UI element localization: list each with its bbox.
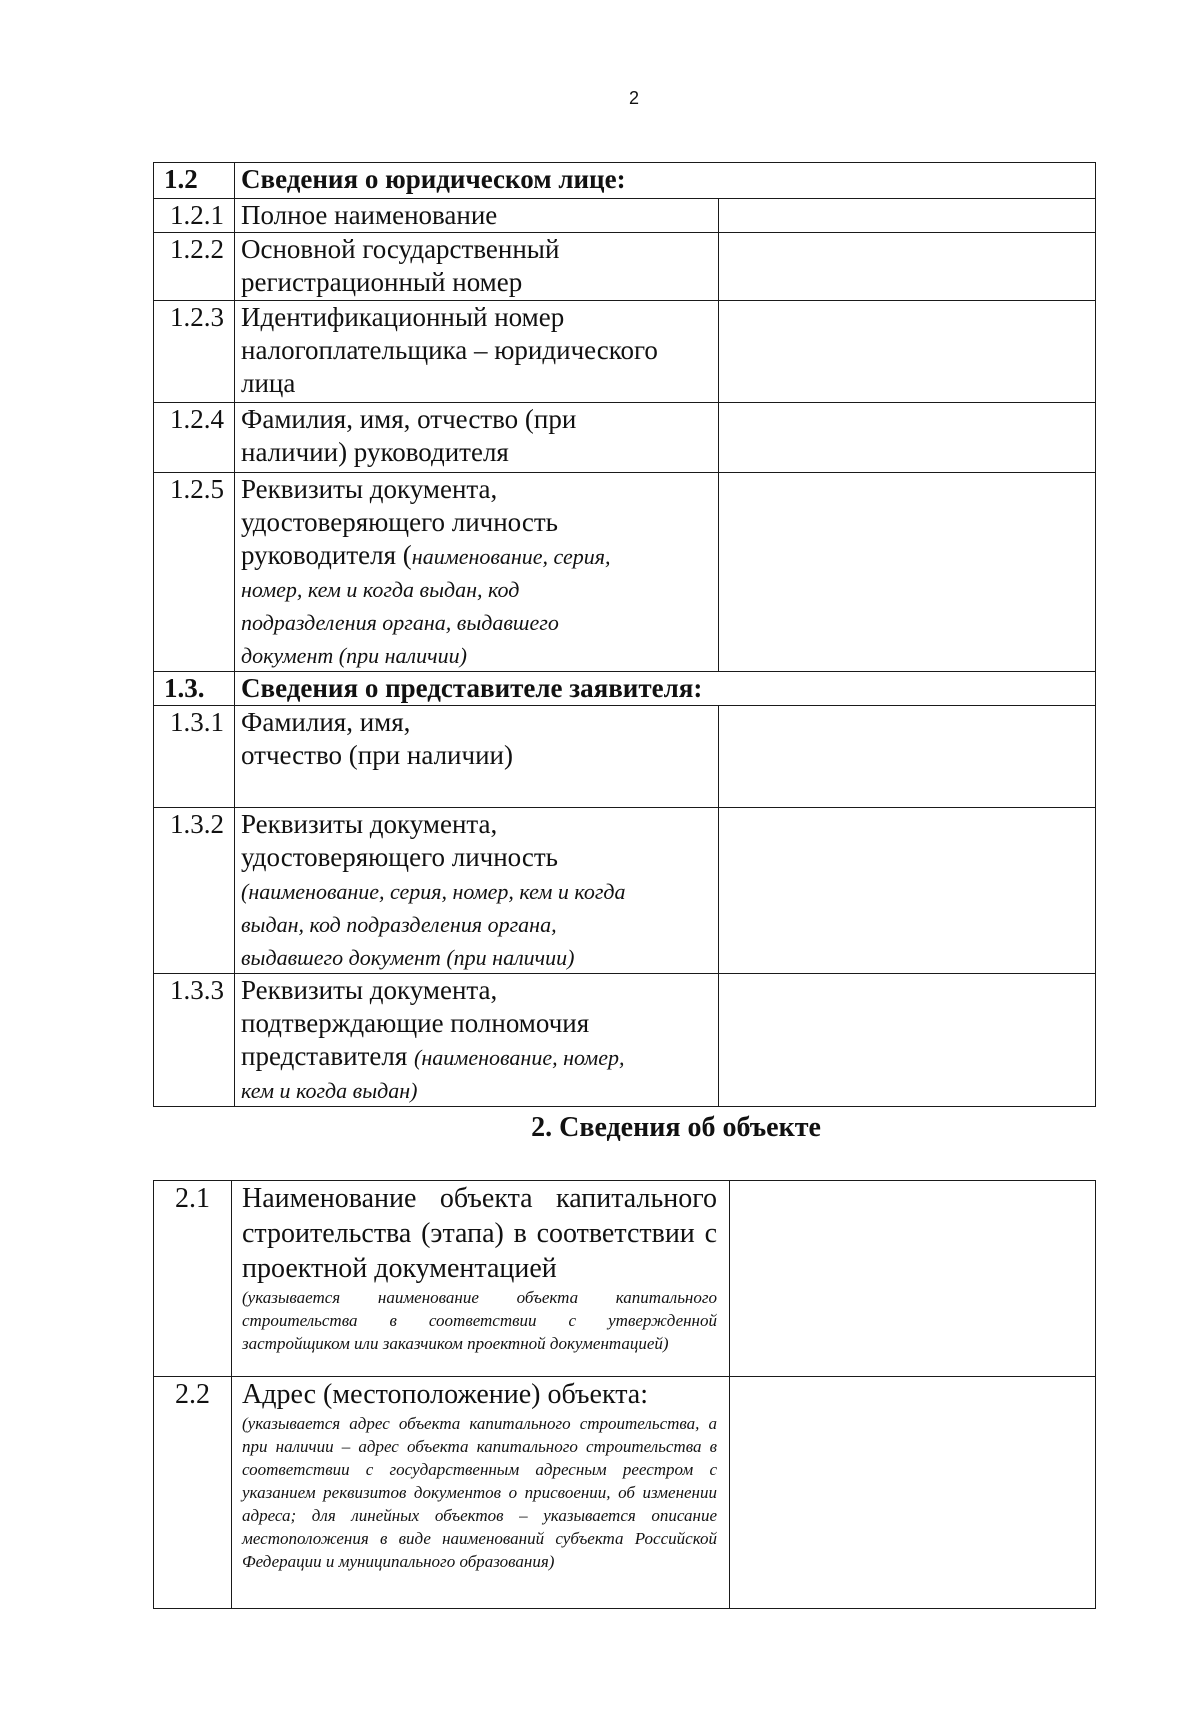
- row-label: Полное наименование: [235, 199, 719, 233]
- page-number: 2: [628, 88, 639, 108]
- table-row: [154, 808, 1096, 974]
- row-number: 2.2: [154, 1377, 232, 1609]
- row-number: 1.3.2: [154, 808, 235, 974]
- table-row: [154, 974, 1096, 1107]
- table-row: [154, 199, 1096, 233]
- row-number: 1.2.4: [154, 403, 235, 473]
- section-title: Сведения о представителе заявителя:: [235, 672, 1096, 706]
- row-label: Реквизиты документа, удостоверяющего личность (наименование, серия, номер, кем и когда выдан, код подразделения органа, выдавшего документ (при наличии): [235, 808, 719, 974]
- table-row: [154, 473, 1096, 672]
- value-cell[interactable]: [719, 403, 1096, 473]
- object-info-table: [153, 1180, 1096, 1609]
- table-row: [154, 233, 1096, 301]
- value-cell[interactable]: [730, 1181, 1096, 1377]
- row-number: 2.1: [154, 1181, 232, 1377]
- value-cell[interactable]: [719, 974, 1096, 1107]
- row-number: 1.2.3: [154, 301, 235, 403]
- row-label: Фамилия, имя, отчество (при наличии) руководителя: [235, 403, 719, 473]
- applicant-info-table: [153, 162, 1096, 1107]
- row-number: 1.2.2: [154, 233, 235, 301]
- section-number: 1.3.: [154, 672, 235, 706]
- row-label: Реквизиты документа, подтверждающие полномочия представителя (наименование, номер, кем и когда выдан): [235, 974, 719, 1107]
- row-number: 1.2.1: [154, 199, 235, 233]
- section-header-row: [154, 163, 1096, 199]
- row-label: Фамилия, имя, отчество (при наличии): [235, 706, 719, 808]
- value-cell[interactable]: [719, 808, 1096, 974]
- row-note: (указывается адрес объекта капитального строительства, а при наличии – адрес объекта капитального строительства в соответствии с государственным адресным реестром с указанием реквизитов документов о присвоении, об изменении адреса; для линейных объектов – указывается описание местоположения в виде наименований субъекта Российской Федерации и муниципального образования): [242, 1414, 717, 1571]
- row-text: Наименование объекта капитального строительства (этапа) в соответствии с проектной документацией: [242, 1183, 717, 1284]
- value-cell[interactable]: [719, 199, 1096, 233]
- table-row: [154, 706, 1096, 808]
- table-row: [154, 301, 1096, 403]
- section-2-title: 2. Сведения об объекте: [531, 1112, 821, 1143]
- value-cell[interactable]: [719, 473, 1096, 672]
- row-number: 1.3.1: [154, 706, 235, 808]
- row-label: Идентификационный номер налогоплательщика – юридического лица: [235, 301, 719, 403]
- row-text: Адрес (местоположение) объекта:: [242, 1379, 648, 1410]
- value-cell[interactable]: [719, 301, 1096, 403]
- section-title: Сведения о юридическом лице:: [235, 163, 1096, 199]
- table-row: [154, 403, 1096, 473]
- section-number: 1.2: [154, 163, 235, 199]
- row-label: [232, 1377, 730, 1609]
- row-number: 1.2.5: [154, 473, 235, 672]
- section-header-row: [154, 672, 1096, 706]
- row-note: (указывается наименование объекта капитального строительства в соответствии с утвержденной застройщиком или заказчиком проектной документацией): [242, 1288, 717, 1353]
- row-number: 1.3.3: [154, 974, 235, 1107]
- table-row: [154, 1181, 1096, 1377]
- value-cell[interactable]: [730, 1377, 1096, 1609]
- table-row: [154, 1377, 1096, 1609]
- value-cell[interactable]: [719, 706, 1096, 808]
- row-label: [232, 1181, 730, 1377]
- value-cell[interactable]: [719, 233, 1096, 301]
- row-label: Реквизиты документа, удостоверяющего личность руководителя (наименование, серия, номер, кем и когда выдан, код подразделения органа, выдавшего документ (при наличии): [235, 473, 719, 672]
- row-label: Основной государственный регистрационный номер: [235, 233, 719, 301]
